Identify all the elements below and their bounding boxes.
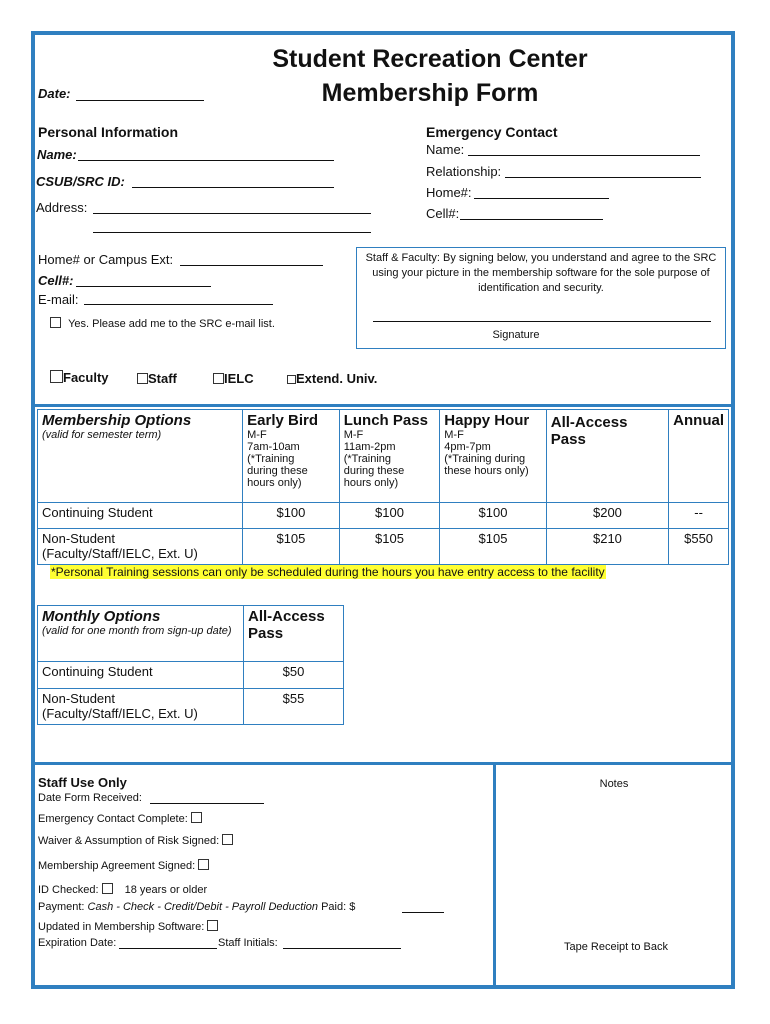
cell-label: Cell#:	[38, 273, 74, 288]
address-field-line2[interactable]	[93, 232, 371, 233]
age-label: 18 years or older	[124, 884, 208, 896]
emergency-home-label: Home#:	[426, 185, 472, 200]
notes-label: Notes	[599, 778, 629, 790]
lunch-pass-header	[339, 410, 440, 503]
emergency-cell-label: Cell#:	[426, 206, 460, 221]
price-cell: $550	[669, 529, 729, 565]
table-row	[38, 529, 729, 565]
early-bird-header	[243, 410, 340, 503]
emergency-complete-label: Emergency Contact Complete:	[38, 813, 188, 825]
price-cell: $210	[546, 529, 668, 565]
email-list-text: Yes. Please add me to the SRC e-mail list.	[68, 318, 275, 330]
annual-header	[669, 410, 729, 503]
date-received-field[interactable]	[150, 803, 264, 804]
training-note: *Personal Training sessions can only be scheduled during the hours you have entry access to the facility	[51, 565, 605, 579]
monthly-all-access-header	[244, 606, 344, 662]
emergency-cell-field[interactable]	[460, 219, 603, 220]
waiver-label: Waiver & Assumption of Risk Signed:	[38, 835, 220, 847]
price-cell: $100	[243, 503, 340, 529]
category-faculty[interactable]	[50, 370, 109, 385]
payment-label: Payment:	[38, 901, 85, 913]
section-divider-bottom	[34, 762, 732, 765]
all-access-header	[546, 410, 668, 503]
id-label: CSUB/SRC ID:	[36, 174, 125, 189]
happy-hour-title: Happy Hour	[444, 412, 530, 429]
home-ext-field[interactable]	[180, 265, 323, 266]
staff-initials-field[interactable]	[283, 948, 401, 949]
signature-label: Signature	[492, 329, 540, 341]
table-row	[38, 689, 344, 725]
staff-faculty-notice-box	[356, 247, 726, 349]
table-row	[38, 662, 344, 689]
emergency-complete-row	[38, 812, 202, 825]
signature-field[interactable]	[373, 321, 711, 322]
membership-options-table	[37, 409, 729, 565]
price-cell: $105	[243, 529, 340, 565]
id-field[interactable]	[132, 187, 334, 188]
address-label: Address:	[36, 200, 88, 215]
expiration-field[interactable]	[119, 948, 217, 949]
name-field[interactable]	[78, 160, 334, 161]
home-ext-label: Home# or Campus Ext:	[38, 252, 174, 267]
relationship-label: Relationship:	[426, 164, 502, 179]
date-field[interactable]	[76, 100, 204, 101]
tape-receipt-label: Tape Receipt to Back	[564, 941, 668, 953]
monthly-heading-cell	[38, 606, 244, 662]
category-extend-univ[interactable]	[287, 371, 377, 386]
early-bird-detail: 7am-10am	[247, 441, 300, 453]
name-label: Name:	[37, 147, 77, 162]
row-label: Non-Student	[42, 691, 115, 706]
emergency-contact-heading: Emergency Contact	[426, 124, 558, 140]
paid-amount-field[interactable]	[402, 912, 444, 913]
email-field[interactable]	[84, 304, 273, 305]
price-cell: $105	[339, 529, 440, 565]
id-checked-checkbox[interactable]	[102, 883, 113, 894]
category-ielc[interactable]	[213, 371, 254, 386]
updated-checkbox[interactable]	[207, 920, 218, 931]
monthly-header-row	[38, 606, 344, 662]
membership-heading-cell	[38, 410, 243, 503]
membership-heading: Membership Options	[42, 412, 192, 429]
date-label: Date:	[38, 86, 71, 101]
section-divider-top	[34, 404, 732, 407]
emergency-home-field[interactable]	[474, 198, 609, 199]
happy-hour-detail: (*Training during	[444, 453, 526, 465]
annual-title: Annual	[673, 412, 724, 429]
row-label-cell	[38, 689, 244, 725]
waiver-checkbox[interactable]	[222, 834, 233, 845]
payment-methods: Cash - Check - Credit/Debit - Payroll Deduction	[87, 901, 319, 913]
price-cell: $105	[440, 529, 546, 565]
row-label-sub: (Faculty/Staff/IELC, Ext. U)	[42, 706, 198, 721]
extend-univ-label: Extend. Univ.	[296, 371, 378, 386]
address-field-line1[interactable]	[93, 213, 371, 214]
id-checked-label: ID Checked:	[38, 884, 99, 896]
form-title-line1: Student Recreation Center	[272, 45, 588, 73]
lunch-pass-detail: during these	[343, 465, 405, 477]
faculty-checkbox[interactable]	[50, 370, 63, 383]
happy-hour-detail: these hours only)	[444, 465, 529, 477]
date-received-label: Date Form Received:	[38, 792, 142, 804]
emergency-complete-checkbox[interactable]	[191, 812, 202, 823]
paid-label: Paid: $	[321, 901, 356, 913]
price-cell: $100	[339, 503, 440, 529]
emergency-name-field[interactable]	[468, 155, 700, 156]
email-list-checkbox[interactable]	[50, 317, 61, 328]
waiver-row	[38, 834, 233, 847]
email-list-option[interactable]	[50, 317, 275, 330]
row-label: Continuing Student	[38, 662, 244, 689]
updated-label: Updated in Membership Software:	[38, 921, 205, 933]
agreement-label: Membership Agreement Signed:	[38, 860, 196, 872]
staff-label: Staff	[148, 371, 177, 386]
lunch-pass-detail: M-F	[343, 429, 364, 441]
happy-hour-detail: 4pm-7pm	[444, 441, 491, 453]
lunch-pass-detail: 11am-2pm	[343, 441, 396, 453]
price-cell: --	[669, 503, 729, 529]
agreement-row	[38, 859, 209, 872]
price-cell: $55	[244, 689, 344, 725]
row-label: Continuing Student	[38, 503, 243, 529]
faculty-label: Faculty	[63, 370, 109, 385]
staff-use-heading: Staff Use Only	[38, 775, 127, 790]
ielc-label: IELC	[224, 371, 254, 386]
lunch-pass-title: Lunch Pass	[343, 412, 428, 429]
lunch-pass-detail: (*Training	[343, 453, 391, 465]
staff-faculty-notice-text: Staff & Faculty: By signing below, you understand and agree to the SRC using your picture in the membership software for the sole purpose of identification and security.	[365, 252, 717, 294]
early-bird-detail: during these	[247, 465, 308, 477]
early-bird-detail: (*Training	[247, 453, 295, 465]
ielc-checkbox[interactable]	[213, 373, 224, 384]
membership-subheading: (valid for semester term)	[42, 429, 162, 441]
happy-hour-detail: M-F	[444, 429, 464, 441]
early-bird-detail: hours only)	[247, 477, 302, 489]
payment-row	[38, 901, 355, 913]
email-label: E-mail:	[38, 292, 79, 307]
price-cell: $50	[244, 662, 344, 689]
early-bird-title: Early Bird	[247, 412, 319, 429]
emergency-name-label: Name:	[426, 142, 465, 157]
category-staff[interactable]	[137, 371, 177, 386]
cell-field[interactable]	[76, 286, 211, 287]
relationship-field[interactable]	[505, 177, 701, 178]
personal-info-heading: Personal Information	[38, 124, 179, 140]
expiration-label: Expiration Date:	[38, 937, 117, 949]
monthly-heading: Monthly Options	[42, 608, 161, 625]
happy-hour-header	[440, 410, 546, 503]
monthly-all-access-title: All-Access Pass	[248, 608, 325, 642]
all-access-title: All-Access Pass	[550, 414, 628, 448]
membership-header-row	[38, 410, 729, 503]
row-label: Non-Student	[42, 531, 115, 546]
extend-univ-checkbox[interactable]	[287, 375, 296, 384]
staff-checkbox[interactable]	[137, 373, 148, 384]
form-title-line2: Membership Form	[321, 79, 539, 107]
monthly-options-table	[37, 605, 344, 725]
price-cell: $100	[440, 503, 546, 529]
row-label-sub: (Faculty/Staff/IELC, Ext. U)	[42, 546, 198, 561]
updated-row	[38, 920, 218, 933]
early-bird-detail: M-F	[247, 429, 267, 441]
agreement-checkbox[interactable]	[198, 859, 209, 870]
lunch-pass-detail: hours only)	[343, 477, 399, 489]
price-cell: $200	[546, 503, 668, 529]
table-row	[38, 503, 729, 529]
monthly-subheading: (valid for one month from sign-up date)	[42, 625, 232, 637]
id-checked-row	[38, 883, 207, 896]
row-label-cell	[38, 529, 243, 565]
staff-initials-label: Staff Initials:	[218, 937, 278, 949]
